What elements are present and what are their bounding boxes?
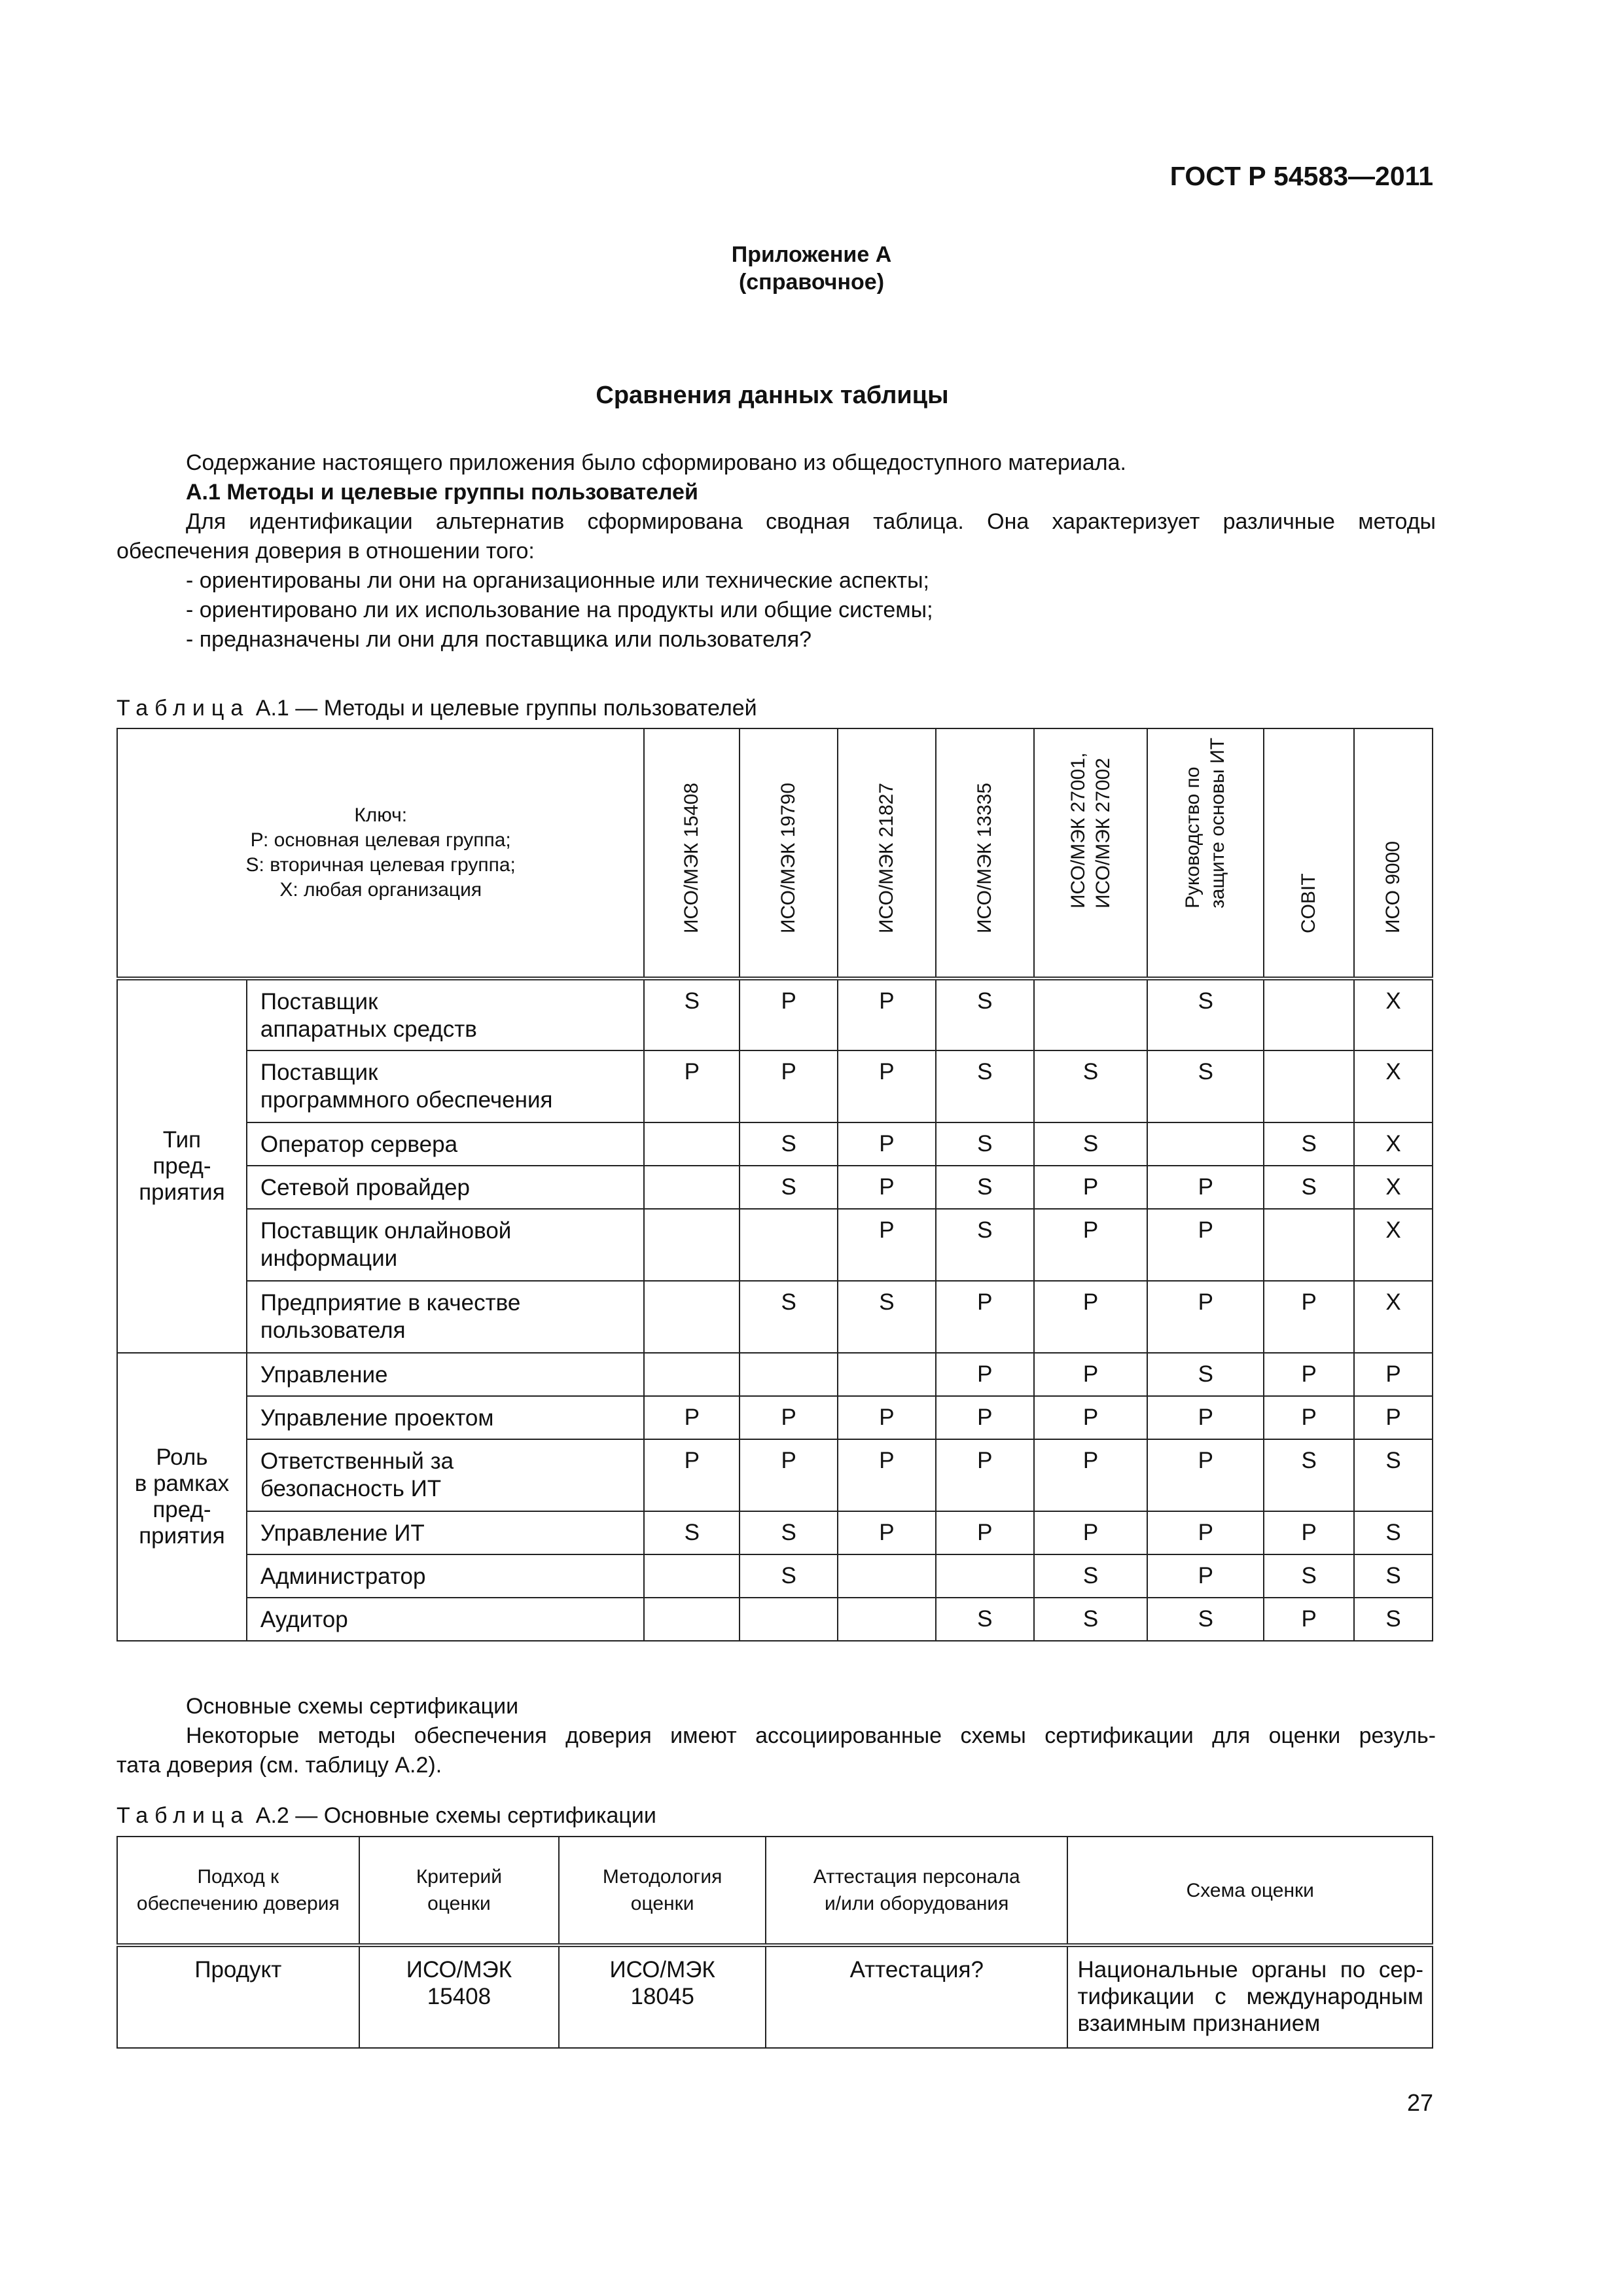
table-cell: S (1147, 1353, 1264, 1396)
table-cell: S (740, 1511, 838, 1554)
table-cell: P (644, 1050, 740, 1122)
table-cell: S (838, 1281, 936, 1353)
table-cell: S (1354, 1511, 1433, 1554)
table-cell: P (1034, 1511, 1148, 1554)
table-key (117, 728, 644, 978)
row-label: Управление (247, 1353, 645, 1396)
table-cell (838, 1598, 936, 1641)
table-cell: P (740, 1050, 838, 1122)
intro-paragraph: Содержание настоящего приложения было сформировано из общедоступного материала. (186, 450, 1126, 475)
table-cell: P (1034, 1353, 1148, 1396)
table-cell: P (1034, 1281, 1148, 1353)
table-cell: S (1147, 1598, 1264, 1641)
table-a1-caption (116, 694, 1433, 723)
row-label: Предприятие в качестве пользователя (247, 1281, 645, 1353)
table-cell: X (1354, 1050, 1433, 1122)
appendix-title: Приложение А (731, 242, 892, 267)
table-cell: X (1354, 1281, 1433, 1353)
cert-paragraph-line1: Некоторые методы обеспечения доверия имеют ассоциированные схемы сертификации для оценки резуль- (186, 1723, 1436, 1748)
table-cell (1264, 978, 1354, 1050)
table-cell: P (838, 1439, 936, 1511)
table-cell (936, 1554, 1034, 1598)
table-cell (1034, 978, 1148, 1050)
table-cell (740, 1598, 838, 1641)
column-header-text: ИСО 9000 (1382, 841, 1404, 933)
column-header-text: ИСО/МЭК 27001, ИСО/МЭК 27002 (1067, 752, 1114, 908)
table-row (117, 1439, 1433, 1511)
column-header-text: Руководство по защите основы ИТ (1182, 738, 1229, 908)
table-row (117, 1281, 1433, 1353)
table-row (117, 1122, 1433, 1166)
bullet-item: - предназначены ли они для поставщика или пользователя? (186, 627, 812, 652)
table-cell: S (1354, 1439, 1433, 1511)
column-header (1147, 728, 1264, 978)
table-cell: P (740, 978, 838, 1050)
table-row (117, 1396, 1433, 1439)
table-cell: Национальные органы по сер- тификации с международным взаимным признанием (1067, 1945, 1433, 2048)
table-cell (740, 1209, 838, 1281)
table-cell: X (1354, 1122, 1433, 1166)
row-group-label: Роль в рамках пред- приятия (117, 1353, 247, 1641)
a1-paragraph-line1: Для идентификации альтернатив сформирована сводная таблица. Она характеризует различные методы (186, 509, 1436, 534)
table-row (117, 1209, 1433, 1281)
table-cell: P (936, 1281, 1034, 1353)
table-cell: X (1354, 1166, 1433, 1209)
table-cell: Аттестация? (766, 1945, 1067, 2048)
column-header: Схема оценки (1067, 1837, 1433, 1945)
table-cell: S (644, 978, 740, 1050)
row-label: Ответственный за безопасность ИТ (247, 1439, 645, 1511)
table-cell: P (838, 1209, 936, 1281)
table-row (117, 1511, 1433, 1554)
table-cell: S (1034, 1554, 1148, 1598)
table-a1 (116, 728, 1433, 1641)
table-cell (1264, 1209, 1354, 1281)
table-cell: P (740, 1396, 838, 1439)
table-cell: S (740, 1122, 838, 1166)
page-number: 27 (1406, 2089, 1433, 2116)
table-row (117, 1554, 1433, 1598)
caption-word: Таблица (116, 696, 250, 721)
table-cell (644, 1353, 740, 1396)
table-a2 (116, 1836, 1433, 2049)
table-cell: S (1147, 978, 1264, 1050)
column-header: Критерий оценки (359, 1837, 560, 1945)
table-cell: S (1354, 1554, 1433, 1598)
table-row (117, 1353, 1433, 1396)
row-label: Сетевой провайдер (247, 1166, 645, 1209)
table-cell: S (936, 1598, 1034, 1641)
table-cell (838, 1353, 936, 1396)
row-label: Поставщик программного обеспечения (247, 1050, 645, 1122)
column-header-text: ИСО/МЭК 19790 (777, 782, 800, 933)
caption-text: А.1 — Методы и целевые группы пользователей (255, 696, 757, 721)
table-cell: P (838, 1511, 936, 1554)
table-cell: S (936, 1166, 1034, 1209)
table-cell: S (1264, 1439, 1354, 1511)
key-entry: S: вторичная целевая группа; (245, 854, 516, 876)
column-header (1354, 728, 1433, 978)
table-cell: P (1034, 1166, 1148, 1209)
table-cell: S (1034, 1598, 1148, 1641)
key-entry: Р: основная целевая группа; (250, 829, 511, 851)
table-row (117, 1945, 1433, 2048)
table-cell: S (1264, 1554, 1354, 1598)
row-label: Поставщик аппаратных средств (247, 978, 645, 1050)
table-cell: S (936, 1050, 1034, 1122)
table-cell: P (936, 1511, 1034, 1554)
caption-text: А.2 — Основные схемы сертификации (255, 1803, 656, 1828)
row-label: Управление ИТ (247, 1511, 645, 1554)
table-cell: P (1264, 1281, 1354, 1353)
row-label: Администратор (247, 1554, 645, 1598)
table-cell: P (1034, 1396, 1148, 1439)
table-cell: ИСО/МЭК 18045 (559, 1945, 766, 2048)
table-cell: S (1034, 1050, 1148, 1122)
table-row (117, 1598, 1433, 1641)
row-label: Оператор сервера (247, 1122, 645, 1166)
table-cell: S (936, 1122, 1034, 1166)
table-cell: S (1264, 1122, 1354, 1166)
table-cell (644, 1166, 740, 1209)
table-cell (644, 1598, 740, 1641)
table-cell (644, 1554, 740, 1598)
key-title: Ключ: (354, 804, 408, 826)
table-cell: P (1354, 1353, 1433, 1396)
table-cell: S (740, 1166, 838, 1209)
column-header (936, 728, 1034, 978)
table-cell: S (1034, 1122, 1148, 1166)
caption-word: Таблица (116, 1803, 250, 1828)
table-cell: P (1264, 1396, 1354, 1439)
column-header: Подход к обеспечению доверия (117, 1837, 359, 1945)
table-cell: P (838, 1396, 936, 1439)
table-cell: ИСО/МЭК 15408 (359, 1945, 560, 2048)
table-cell: P (936, 1353, 1034, 1396)
table-cell: P (740, 1439, 838, 1511)
document-code: ГОСТ Р 54583—2011 (1169, 161, 1433, 191)
column-header (1034, 728, 1148, 978)
column-header (838, 728, 936, 978)
table-cell (644, 1122, 740, 1166)
table-cell: P (1147, 1554, 1264, 1598)
column-header (1264, 728, 1354, 978)
table-cell: P (1147, 1396, 1264, 1439)
table-cell: P (838, 1050, 936, 1122)
table-cell: P (936, 1439, 1034, 1511)
table-cell: P (1147, 1166, 1264, 1209)
table-cell: S (936, 1209, 1034, 1281)
column-header-text: ИСО/МЭК 13335 (973, 782, 995, 933)
table-cell: P (1264, 1598, 1354, 1641)
key-entry: X: любая организация (279, 879, 482, 901)
table-cell: S (1147, 1050, 1264, 1122)
bullet-item: - ориентированы ли они на организационные или технические аспекты; (186, 568, 929, 593)
table-cell (740, 1353, 838, 1396)
row-label: Аудитор (247, 1598, 645, 1641)
table-cell: P (1354, 1396, 1433, 1439)
table-cell: P (1034, 1209, 1148, 1281)
cert-paragraph-line2: тата доверия (см. таблицу А.2). (116, 1753, 442, 1778)
table-a2-caption (116, 1801, 1433, 1831)
column-header-text: COBIT (1298, 873, 1320, 933)
table-cell: P (1147, 1439, 1264, 1511)
table-row (117, 1166, 1433, 1209)
table-cell (1264, 1050, 1354, 1122)
table-cell: S (936, 978, 1034, 1050)
table-cell: P (644, 1396, 740, 1439)
column-header (740, 728, 838, 978)
table-cell: P (1147, 1281, 1264, 1353)
table-cell (1147, 1122, 1264, 1166)
bullet-item: - ориентировано ли их использование на продукты или общие системы; (186, 598, 933, 622)
column-header-text: ИСО/МЭК 21827 (875, 782, 897, 933)
cert-heading: Основные схемы сертификации (186, 1694, 519, 1719)
column-header-text: ИСО/МЭК 15408 (681, 782, 703, 933)
table-cell: S (644, 1511, 740, 1554)
table-cell: S (740, 1554, 838, 1598)
table-cell: P (936, 1396, 1034, 1439)
table-row (117, 1050, 1433, 1122)
table-cell: P (1147, 1511, 1264, 1554)
table-cell: P (838, 1166, 936, 1209)
table-cell: S (1354, 1598, 1433, 1641)
table-cell: P (838, 978, 936, 1050)
column-header: Аттестация персонала и/или оборудования (766, 1837, 1067, 1945)
table-cell (644, 1209, 740, 1281)
table-cell: P (644, 1439, 740, 1511)
a1-paragraph-line2: обеспечения доверия в отношении того: (116, 539, 535, 564)
table-cell: S (740, 1281, 838, 1353)
row-group-label: Тип пред- приятия (117, 978, 247, 1353)
table-header-row (117, 1837, 1433, 1945)
row-label: Управление проектом (247, 1396, 645, 1439)
table-cell: X (1354, 1209, 1433, 1281)
table-cell: P (1034, 1439, 1148, 1511)
table-cell (838, 1554, 936, 1598)
column-header (644, 728, 740, 978)
table-cell: P (1264, 1511, 1354, 1554)
table-cell: P (1264, 1353, 1354, 1396)
row-label: Поставщик онлайновой информации (247, 1209, 645, 1281)
table-cell: P (1147, 1209, 1264, 1281)
table-cell: X (1354, 978, 1433, 1050)
appendix-subtitle: (справочное) (738, 270, 885, 295)
table-cell (644, 1281, 740, 1353)
a1-heading: А.1 Методы и целевые группы пользователей (186, 480, 698, 505)
section-title: Сравнения данных таблицы (596, 382, 949, 409)
table-cell: Продукт (117, 1945, 359, 2048)
table-cell: P (838, 1122, 936, 1166)
table-cell: S (1264, 1166, 1354, 1209)
table-row (117, 978, 1433, 1050)
column-header: Методология оценки (559, 1837, 766, 1945)
